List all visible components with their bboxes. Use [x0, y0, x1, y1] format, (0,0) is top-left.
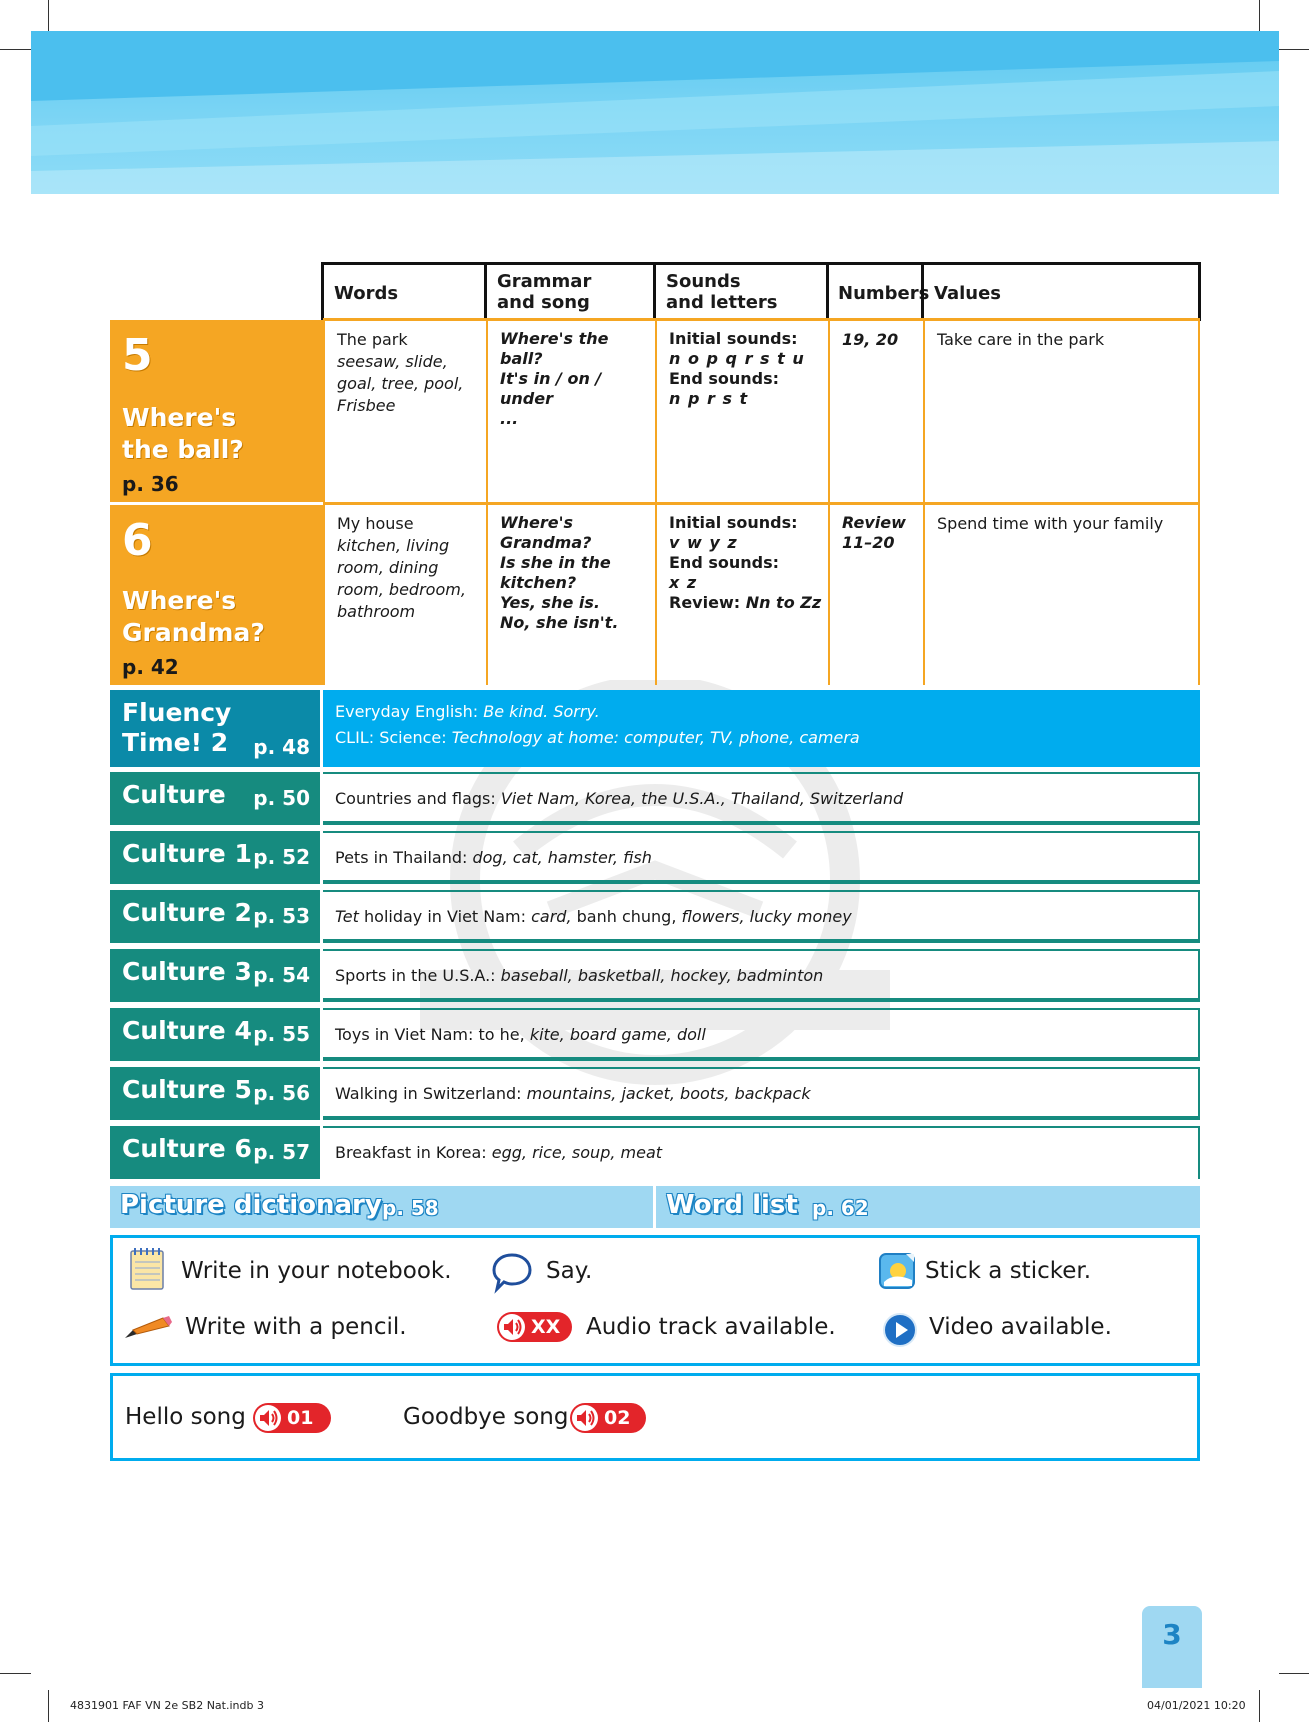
header-numbers-label: Numbers	[838, 283, 930, 304]
footer-date: 04/01/2021 10:20	[1147, 1699, 1246, 1712]
words-line: room, dining	[337, 558, 439, 577]
header-words	[321, 262, 486, 321]
picture-dictionary-title: Picture dictionary	[120, 1190, 382, 1220]
grammar-line: Yes, she is.	[500, 593, 600, 612]
icon-legend	[110, 1235, 1200, 1366]
culture-2-content	[323, 890, 1200, 943]
unit-5-label	[110, 320, 323, 502]
words-line: seesaw, slide,	[337, 352, 448, 371]
unit-title-line1: Where's	[122, 403, 237, 432]
sounds-value: Nn to Zz	[745, 593, 822, 612]
header-grammar	[484, 262, 655, 321]
culture-2-label	[110, 890, 320, 943]
culture-words: Viet Nam, Korea, the U.S.A., Thailand, Switzerland	[500, 789, 904, 808]
culture-topic: Toys in Viet Nam:	[335, 1025, 474, 1044]
crop-mark	[48, 0, 49, 31]
culture-words-plain: to he,	[478, 1025, 525, 1044]
sounds-label: End sounds:	[669, 369, 780, 388]
unit-5-sounds	[655, 321, 828, 503]
pencil-icon	[123, 1316, 173, 1342]
culture-page: p. 54	[253, 963, 310, 987]
culture-words: kite, board game, doll	[529, 1025, 706, 1044]
crop-mark	[0, 1673, 31, 1674]
video-play-icon	[882, 1312, 918, 1348]
header-grammar-line1: Grammar	[497, 271, 592, 292]
culture-name: Culture 4	[122, 1016, 252, 1045]
grammar-line: Where's Grandma?	[500, 513, 592, 552]
word-list-bar	[656, 1186, 1200, 1228]
numbers-line: 11–20	[842, 533, 895, 552]
grammar-line: Where's the ball?	[500, 329, 609, 368]
culture-page: p. 52	[253, 845, 310, 869]
values-text: Spend time with your family	[937, 514, 1164, 533]
words-line: bathroom	[337, 602, 416, 621]
culture-topic: Walking in Switzerland:	[335, 1084, 522, 1103]
unit-6-label	[110, 505, 323, 685]
unit-6-numbers	[828, 505, 923, 685]
audio-icon	[497, 1312, 572, 1342]
sounds-value: n o p q r s t u	[669, 349, 805, 368]
top-banner	[31, 31, 1279, 194]
crop-mark	[1279, 49, 1309, 50]
culture-3-label	[110, 949, 320, 1002]
header-words-label: Words	[334, 283, 399, 304]
fluency-line2-value: Technology at home: computer, TV, phone, camera	[451, 728, 860, 747]
culture-name: Culture 3	[122, 957, 252, 986]
unit-5-words	[323, 321, 486, 503]
fluency-page: p. 48	[253, 735, 310, 759]
grammar-line: It's in / on / under	[500, 369, 602, 408]
header-sounds-line2: and letters	[666, 292, 778, 313]
values-text: Take care in the park	[937, 330, 1105, 349]
numbers-line: 19, 20	[842, 330, 899, 349]
culture-topic: Sports in the U.S.A.:	[335, 966, 496, 985]
picture-dictionary-bar	[110, 1186, 653, 1228]
culture-3-content	[323, 949, 1200, 1002]
culture-words: egg, rice, soup, meat	[491, 1143, 663, 1162]
culture-name: Culture 5	[122, 1075, 252, 1104]
culture-topic: Breakfast in Korea:	[335, 1143, 487, 1162]
unit-6-sounds	[655, 505, 828, 685]
unit-number: 5	[122, 330, 153, 381]
sounds-label: End sounds:	[669, 553, 780, 572]
hello-song-track: 01	[287, 1407, 314, 1429]
fluency-line1-label: Everyday English:	[335, 702, 479, 721]
culture-topic: Pets in Thailand:	[335, 848, 468, 867]
culture-5-content	[323, 1067, 1200, 1120]
words-line: room, bedroom,	[337, 580, 466, 599]
unit-title-line1: Where's	[122, 586, 237, 615]
fluency-title	[122, 698, 231, 758]
culture-words: mountains, jacket, boots, backpack	[526, 1084, 811, 1103]
header-sounds	[653, 262, 828, 321]
header-values-label: Values	[934, 283, 1001, 304]
crop-mark	[0, 49, 31, 50]
words-title: My house	[337, 514, 414, 533]
sounds-value: v w y z	[669, 533, 738, 552]
sticker-icon	[878, 1252, 916, 1290]
culture-name: Culture 2	[122, 898, 252, 927]
notebook-icon	[127, 1246, 167, 1292]
culture-words: dog, cat, hamster, fish	[472, 848, 652, 867]
page-number: 3	[1142, 1606, 1202, 1688]
grammar-line: Is she in the	[500, 553, 611, 572]
header-grammar-line2: and song	[497, 292, 590, 313]
hello-song-audio-button[interactable]	[253, 1403, 331, 1433]
header-sounds-line1: Sounds	[666, 271, 741, 292]
culture-6-label	[110, 1126, 320, 1179]
speaker-icon	[499, 1314, 525, 1340]
culture-page: p. 55	[253, 1022, 310, 1046]
goodbye-song-track: 02	[604, 1407, 631, 1429]
speech-bubble-icon	[491, 1252, 533, 1294]
legend-audio-text: Audio track available.	[586, 1314, 836, 1340]
footer-file-info: 4831901 FAF VN 2e SB2 Nat.indb 3	[70, 1699, 264, 1712]
words-line: goal, tree, pool,	[337, 374, 464, 393]
culture-4-content	[323, 1008, 1200, 1061]
crop-mark	[1279, 1673, 1309, 1674]
culture-4-label	[110, 1008, 320, 1061]
unit-6-words	[323, 505, 486, 685]
culture-page: p. 57	[253, 1140, 310, 1164]
culture-words: baseball, basketball, hockey, badminton	[500, 966, 824, 985]
words-title: The park	[337, 330, 408, 349]
unit-5-numbers	[828, 321, 923, 503]
unit-number: 6	[122, 515, 153, 566]
words-line: Frisbee	[337, 396, 396, 415]
culture-page: p. 53	[253, 904, 310, 928]
fluency-line1-value: Be kind. Sorry.	[483, 702, 600, 721]
crop-mark	[48, 1690, 49, 1722]
sounds-value: n p r s t	[669, 389, 749, 408]
culture-1-label	[110, 831, 320, 884]
culture-content	[323, 772, 1200, 825]
sounds-value: x z	[669, 573, 698, 592]
fluency-time-label	[110, 690, 320, 767]
legend-pencil-text: Write with a pencil.	[185, 1314, 407, 1340]
grammar-line: ...	[500, 409, 519, 428]
sounds-label: Initial sounds:	[669, 513, 798, 532]
legend-video-text: Video available.	[929, 1314, 1112, 1340]
legend-sticker-text: Stick a sticker.	[925, 1258, 1092, 1284]
culture-page: p. 56	[253, 1081, 310, 1105]
culture-name: Culture 6	[122, 1134, 252, 1163]
legend-notebook-text: Write in your notebook.	[181, 1258, 452, 1284]
sounds-label: Initial sounds:	[669, 329, 798, 348]
words-line: kitchen, living	[337, 536, 450, 555]
unit-page: p. 36	[122, 472, 179, 496]
crop-mark	[1259, 1690, 1260, 1722]
culture-name: Culture 1	[122, 839, 252, 868]
numbers-line: Review	[842, 513, 906, 532]
legend-say-text: Say.	[546, 1258, 593, 1284]
grammar-line: kitchen?	[500, 573, 577, 592]
unit-5-grammar	[486, 321, 655, 503]
culture-1-content	[323, 831, 1200, 884]
unit-page: p. 42	[122, 655, 179, 679]
culture-name: Culture	[122, 780, 226, 809]
culture-topic: Countries and flags:	[335, 789, 496, 808]
culture-topic-italic: Tet	[335, 907, 359, 926]
culture-words-plain: banh chung,	[576, 907, 677, 926]
culture-topic: holiday in Viet Nam:	[364, 907, 527, 926]
audio-badge-label: XX	[531, 1316, 561, 1338]
songs-box	[110, 1373, 1200, 1461]
banner-stripes	[31, 31, 1279, 194]
culture-words: flowers, lucky money	[681, 907, 852, 926]
speaker-icon	[572, 1405, 598, 1431]
unit-6-grammar	[486, 505, 655, 685]
crop-mark	[1259, 0, 1260, 31]
picture-dictionary-page: p. 58	[382, 1196, 439, 1220]
goodbye-song-text: Goodbye song	[403, 1404, 569, 1430]
header-numbers	[826, 262, 930, 321]
unit-title-line2: Grandma?	[122, 618, 265, 647]
culture-5-label	[110, 1067, 320, 1120]
culture-label	[110, 772, 320, 825]
fluency-title-line2: Time! 2	[122, 728, 229, 757]
header-values	[921, 262, 1201, 321]
unit-6-values	[923, 505, 1200, 685]
hello-song-text: Hello song	[125, 1404, 246, 1430]
sounds-label: Review:	[669, 593, 741, 612]
fluency-title-line1: Fluency	[122, 698, 232, 727]
grammar-line: No, she isn't.	[500, 613, 619, 632]
word-list-page: p. 62	[812, 1196, 869, 1220]
goodbye-song-audio-button[interactable]	[570, 1403, 646, 1433]
culture-6-content	[323, 1126, 1200, 1179]
fluency-time-content	[323, 690, 1200, 767]
culture-page: p. 50	[253, 786, 310, 810]
speaker-icon	[255, 1405, 281, 1431]
unit-5-values	[923, 321, 1200, 503]
unit-title-line2: the ball?	[122, 435, 244, 464]
culture-words: card,	[531, 907, 572, 926]
word-list-title: Word list	[666, 1190, 798, 1220]
fluency-line2-label: CLIL: Science:	[335, 728, 447, 747]
